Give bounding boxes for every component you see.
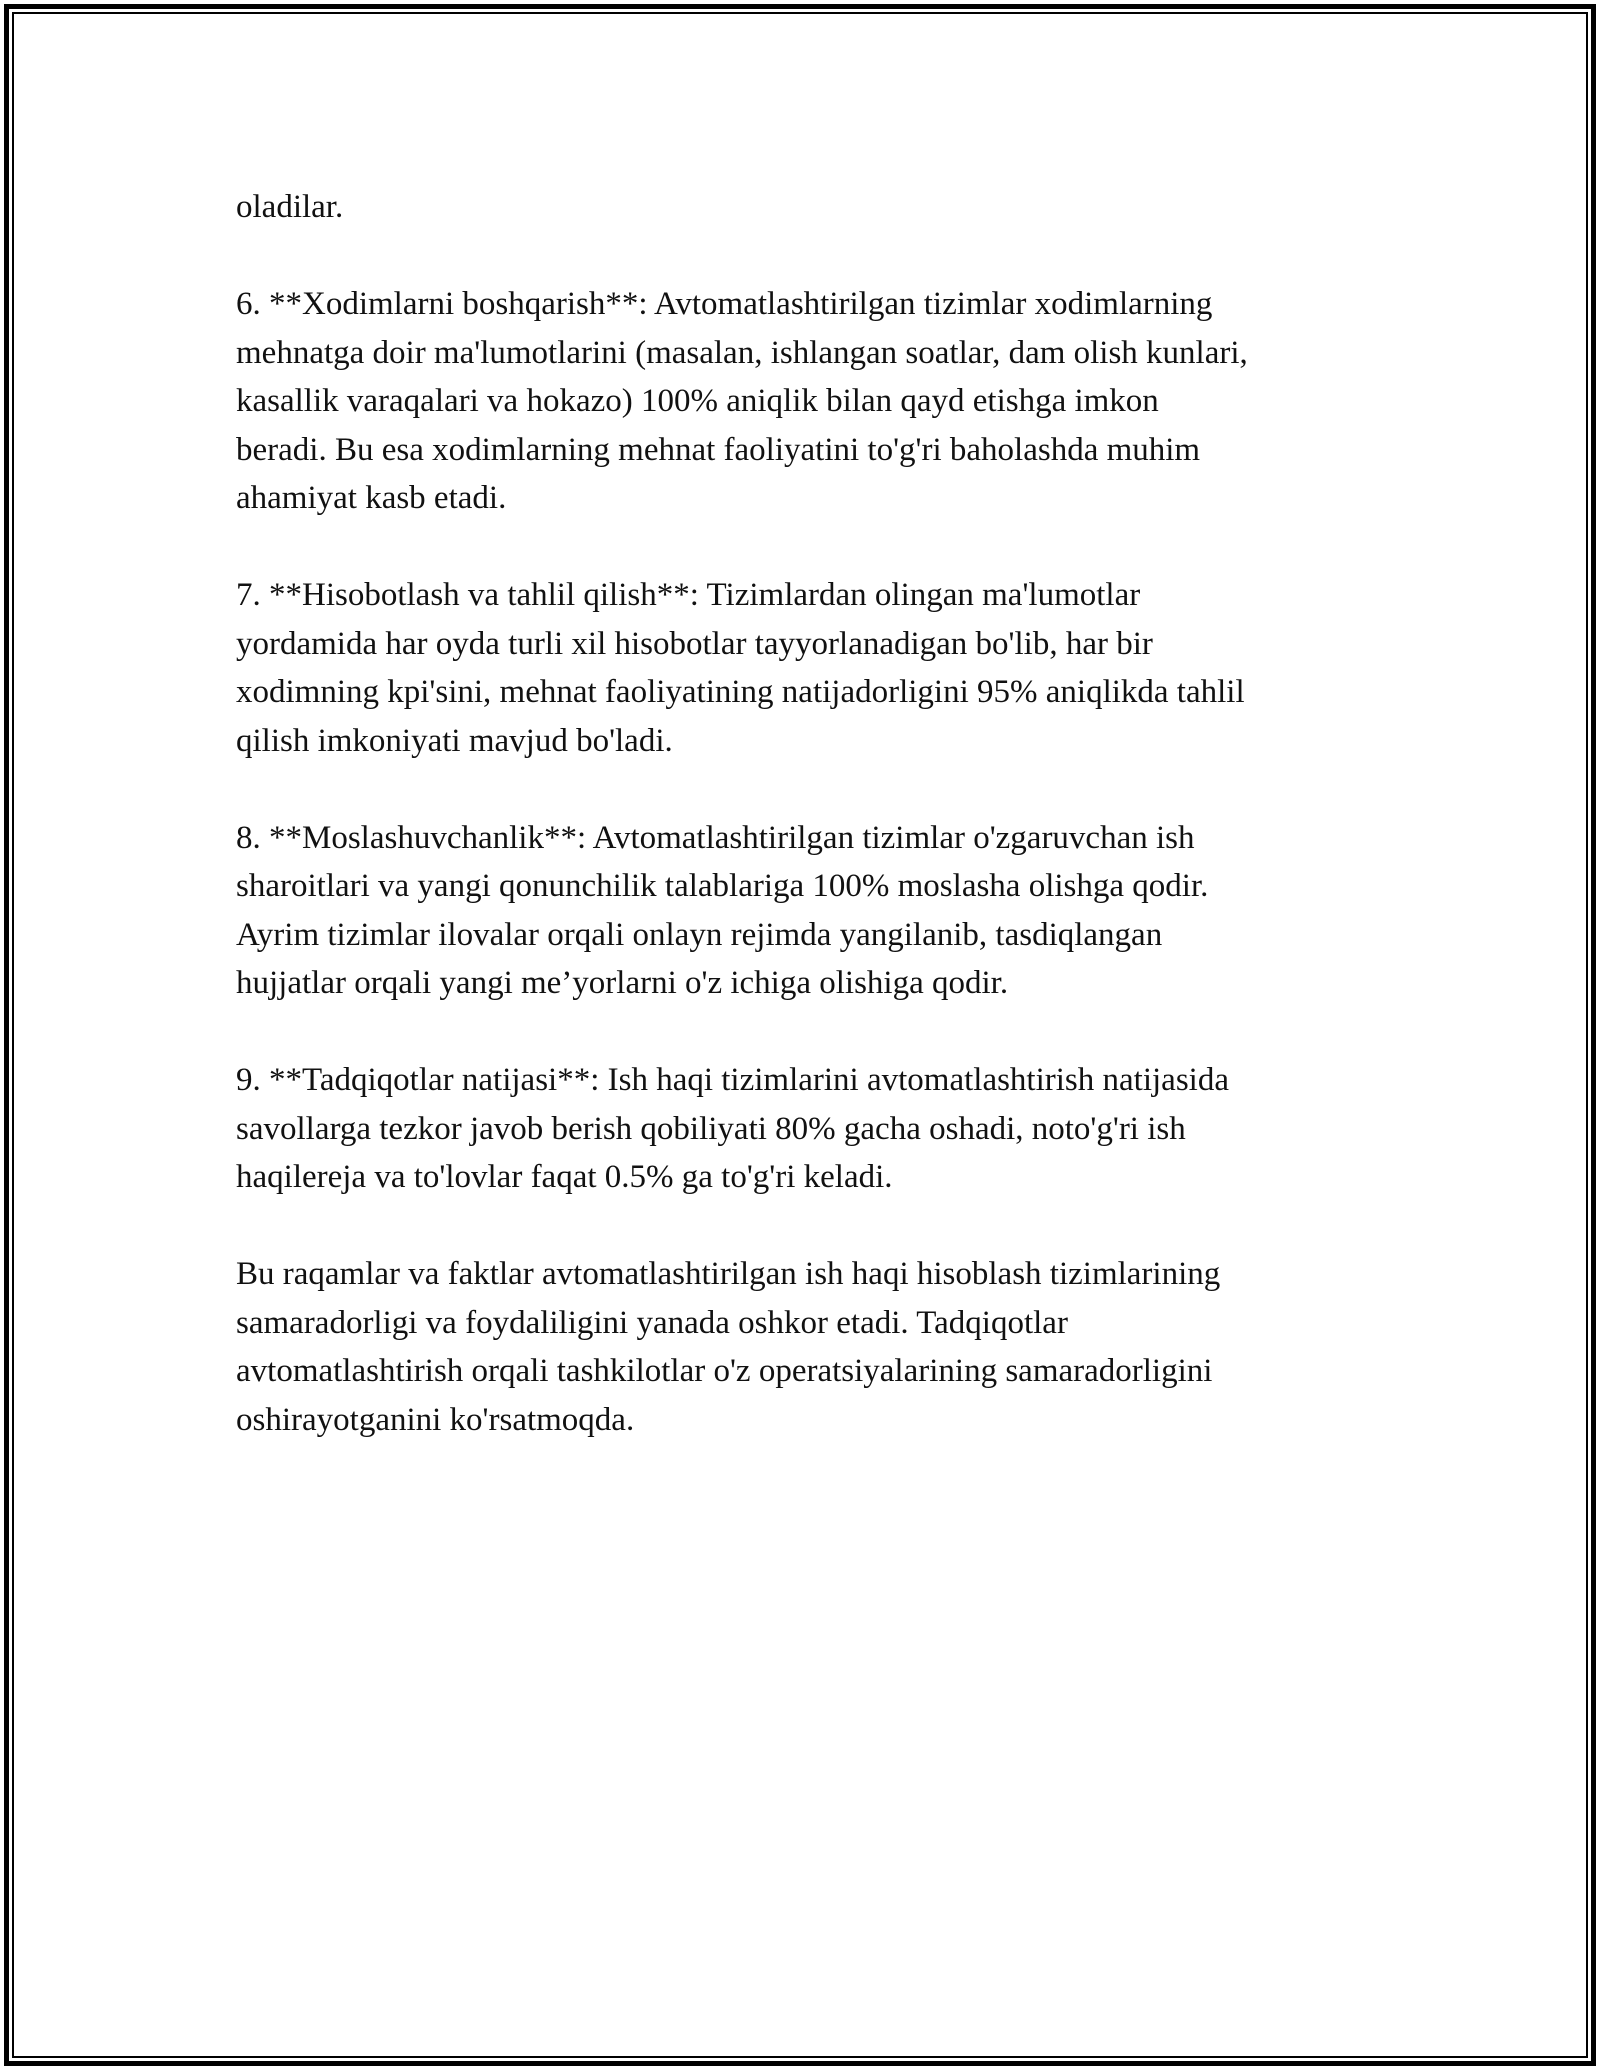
paragraph-item-9: 9. **Tadqiqotlar natijasi**: Ish haqi tizimlarini avtomatlashtirish natijasida savollarga tezkor javob berish qobiliyati 80% gacha oshadi, noto'g'ri ish haqilereja va to'lovlar faqat 0.5% ga to'g'ri keladi. — [236, 1062, 1229, 1195]
paragraph-continuation: oladilar. — [236, 189, 344, 225]
paragraph-conclusion: Bu raqamlar va faktlar avtomatlashtirilgan ish haqi hisoblash tizimlarining samaradorligi va foydaliligini yanada oshkor etadi. Tadqiqotlar avtomatlashtirish orqali tashkilotlar o'z operatsiyalarining samaradorligini oshirayotganini ko'rsatmoqda. — [236, 1256, 1221, 1438]
paragraph-item-7: 7. **Hisobotlash va tahlil qilish**: Tizimlardan olingan ma'lumotlar yordamida har oyda turli xil hisobotlar tayyorlanadigan bo'lib, har bir xodimning kpi'sini, mehnat faoliyatining natijadorligini 95% aniqlikda tahlil qilish imkoniyati mavjud bo'ladi. — [236, 577, 1245, 759]
paragraph-item-6: 6. **Xodimlarni boshqarish**: Avtomatlashtirilgan tizimlar xodimlarning mehnatga doir ma'lumotlarini (masalan, ishlangan soatlar, dam olish kunlari, kasallik varaqalari va hokazo) 100% aniqlik bilan qayd etishga imkon beradi. Bu esa xodimlarning mehnat faoliyatini to'g'ri baholashda muhim ahamiyat kasb etadi. — [236, 286, 1248, 516]
paragraph-item-8: 8. **Moslashuvchanlik**: Avtomatlashtirilgan tizimlar o'zgaruvchan ish sharoitlari va yangi qonunchilik talablariga 100% moslasha olishga qodir. Ayrim tizimlar ilovalar orqali onlayn rejimda yangilanib, tasdiqlangan hujjatlar orqali yangi me’yorlarni o'z ichiga olishiga qodir. — [236, 819, 1209, 1001]
document-body — [236, 183, 1376, 1444]
